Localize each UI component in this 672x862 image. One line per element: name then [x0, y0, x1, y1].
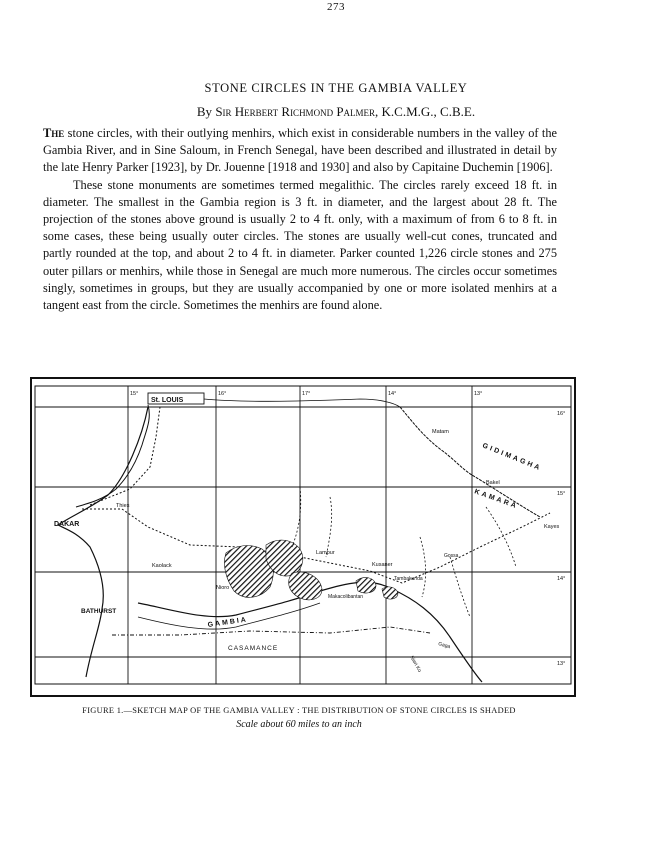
label-kaolack: Kaolack [152, 563, 172, 569]
label-bathurst: BATHURST [81, 608, 117, 615]
label-bakel: Bakel [486, 480, 500, 486]
label-casamance: CASAMANCE [228, 645, 279, 652]
byline [0, 104, 672, 120]
lat-label-14: 14° [557, 576, 566, 582]
lon-label-14: 14° [388, 391, 397, 397]
paragraph-1 [43, 125, 557, 177]
label-guosa: Gossa [444, 553, 459, 559]
label-lampur: Lampur [316, 550, 335, 556]
senegal-river [76, 405, 149, 507]
graticule [35, 386, 571, 684]
lon-label-15: 15° [130, 391, 139, 397]
label-matam: Matam [432, 429, 449, 435]
map-outer-frame [31, 378, 575, 696]
label-thies: Thies [116, 503, 130, 509]
label-makacolibantan: Makacolibantan [328, 594, 364, 600]
byline-author: Sir Herbert Richmond Palmer [215, 104, 376, 119]
lon-label-16: 16° [218, 391, 227, 397]
shaded-region [289, 572, 322, 600]
article-title: STONE CIRCLES IN THE GAMBIA VALLEY [204, 81, 468, 95]
gambia-sketch-map [30, 377, 576, 697]
paragraph-2 [43, 177, 557, 315]
byline-honours: , K.C.M.G., C.B.E. [375, 104, 476, 119]
label-kusaner: Kusaner [372, 562, 393, 568]
label-gidimagha: GIDIMAGHA [481, 442, 543, 473]
railway-north [90, 407, 160, 505]
shaded-region [356, 578, 376, 593]
lon-label-13: 13° [474, 391, 483, 397]
label-tambakunda: Tambakunda [394, 576, 423, 582]
lon-label-17: 17° [302, 391, 311, 397]
paragraph-lead: The [43, 126, 65, 140]
label-st-louis: St. LOUIS [151, 397, 184, 404]
label-kamara: KAMARA [473, 488, 520, 511]
lat-label-15: 15° [557, 491, 566, 497]
label-kayes: Kayes [544, 524, 560, 530]
casamance-boundary [112, 627, 430, 635]
coastline [58, 407, 148, 677]
map-inner-frame [35, 386, 571, 684]
senegal-river-lower [204, 399, 400, 407]
figure-caption: FIGURE 1.—SKETCH MAP OF THE GAMBIA VALLEY : THE DISTRIBUTION OF STONE CIRCLES IS SHADED [82, 706, 516, 715]
lat-label-16: 16° [557, 411, 566, 417]
figure-scale: Scale about 60 miles to an inch [236, 719, 362, 730]
label-gambia: GAMBIA [207, 616, 249, 629]
label-gaga: Gaga [437, 641, 451, 651]
byline-prefix: By [196, 104, 213, 119]
page-number: 273 [327, 1, 345, 13]
stone-circle-regions [224, 540, 398, 600]
paragraph-text: These stone monuments are sometimes termed megalithic. The circles rarely exceed 18 ft. in diameter. The smallest in the Gambia region is 3 ft. in diameter, and the largest about 28 ft. The projection of the stones above ground is usually 2 to 4 ft. only, with a maximum of from 6 to 8 ft. in some cases, these being usually outer circles. The stones are usually well-cut cones, truncated and partly rounded at the top, and about 2 to 4 ft. in diameter. Parker counted 1,226 circle stones and 275 outer pillars or menhirs, while those in Senegal are much more numerous. The circles occur sometimes singly, sometimes in groups, but they are usually accompanied by one or more isolated menhirs at a tangent east from the circle. Sometimes the menhirs are found alone. [43, 177, 557, 313]
label-dakar: DAKAR [54, 521, 80, 528]
shaded-region [382, 587, 398, 599]
article-body [43, 125, 557, 314]
label-nieri-ko: Nieri Ko [408, 655, 423, 674]
label-nioro: Nioro [216, 585, 230, 591]
lat-label-13: 13° [557, 661, 566, 667]
paragraph-text: stone circles, with their outlying menhirs, which exist in considerable numbers in the valley of the Gambia River, and in Sine Saloum, in French Senegal, have been described and illustrated in detail by the late Henry Parker [1923], by Dr. Jouenne [1918 and 1930] and also by Capitaine Duchemin [1906]. [43, 126, 557, 175]
